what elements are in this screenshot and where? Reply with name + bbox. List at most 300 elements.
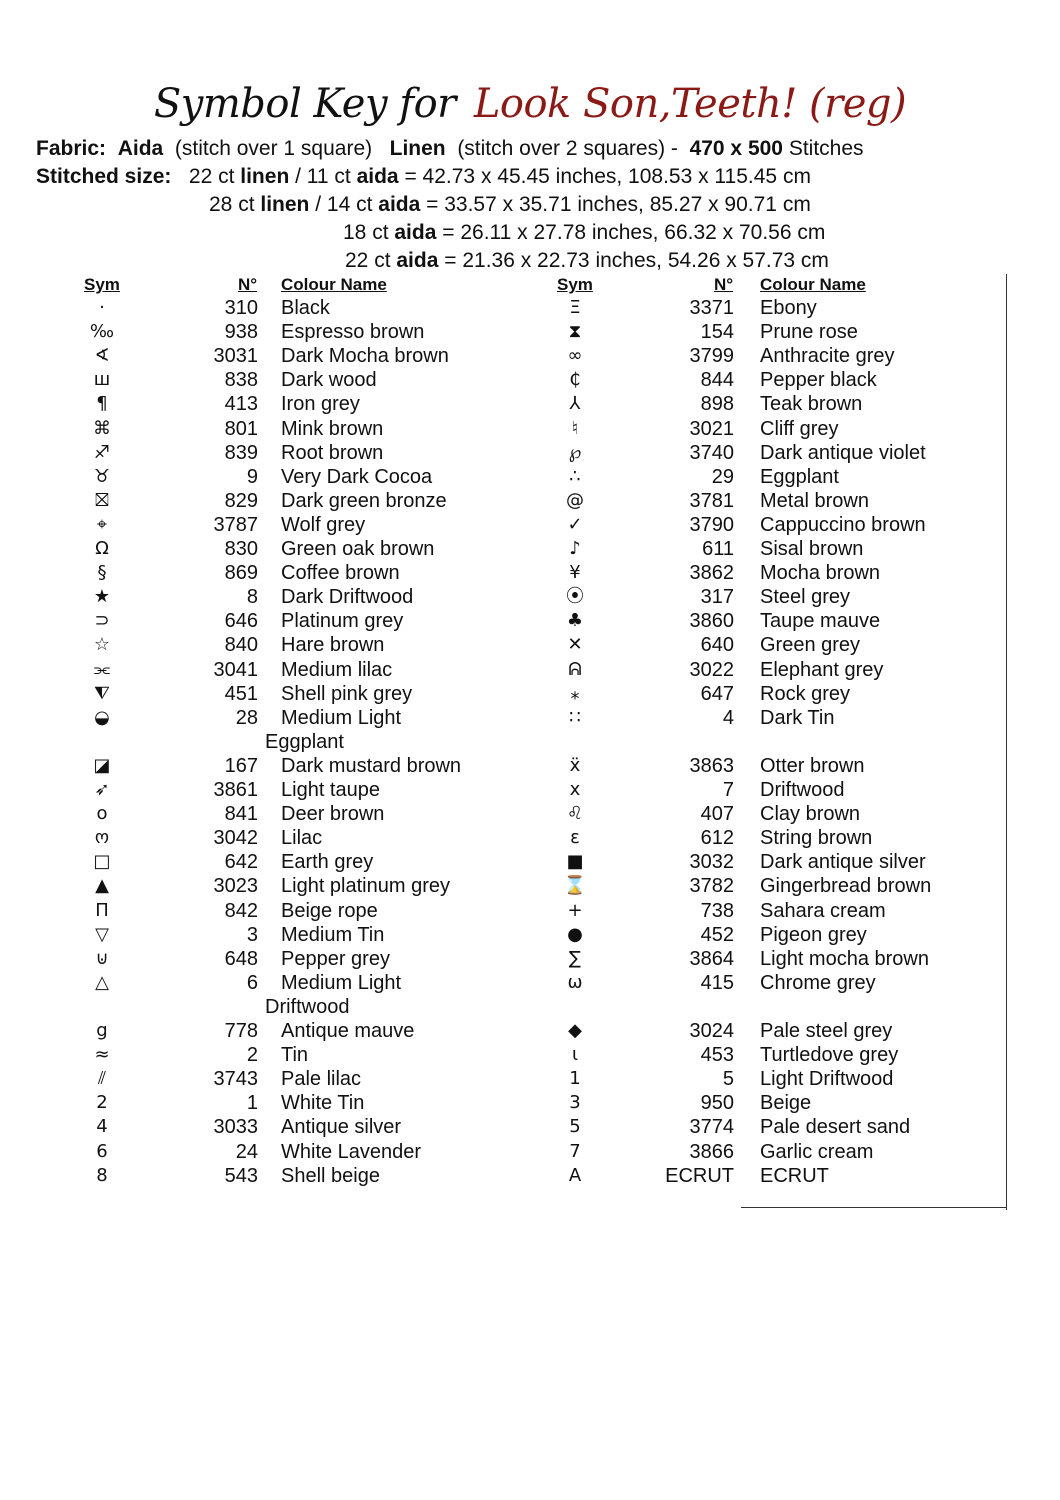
row-colour-name (760, 658, 883, 682)
colour-name-text: Gingerbread brown (760, 875, 932, 898)
row-number: 3023 (213, 875, 258, 898)
colour-name-text: Clay brown (760, 803, 861, 826)
row-colour-name (760, 1043, 898, 1067)
table-row (0, 923, 1000, 947)
colour-name-text: Medium Light (281, 706, 402, 729)
row-symbol: ■ (566, 851, 584, 873)
row-symbol: 8 (96, 1164, 108, 1186)
row-number: 938 (224, 321, 258, 344)
row-colour-name (760, 609, 880, 633)
size-1-d: aida (356, 165, 399, 188)
table-row (0, 802, 1000, 826)
right-num-header: N° (714, 275, 734, 294)
table-row (0, 561, 1000, 585)
size-2-c: / 14 ct (309, 193, 379, 216)
colour-name-text: Light mocha brown (760, 947, 929, 970)
colour-name-text: Turtledove grey (760, 1044, 899, 1067)
row-symbol: ¶ (96, 393, 108, 415)
row-number: 642 (224, 851, 258, 874)
row-symbol: Ξ (569, 297, 581, 318)
row-symbol: 5 (569, 1116, 581, 1138)
row-symbol: ◆ (568, 1020, 582, 1041)
colour-name-text: Antique mauve (281, 1020, 415, 1042)
row-symbol: ● (567, 923, 583, 945)
fabric-line (36, 135, 864, 163)
colour-name-text: Light platinum grey (281, 875, 450, 898)
row-symbol: ⫘ (93, 658, 111, 680)
size-2-a: 28 ct (209, 193, 261, 216)
colour-name-text: Chrome grey (760, 971, 876, 994)
row-symbol: § (97, 562, 107, 584)
row-symbol: ⁎ (570, 682, 580, 704)
row-symbol: o (96, 803, 108, 825)
colour-name-text: White Tin (281, 1092, 365, 1115)
row-symbol: ☆ (93, 634, 111, 656)
fabric-aida: Aida (117, 137, 164, 160)
left-colour-name-header: Colour Name (281, 275, 387, 294)
row-colour-name (760, 850, 926, 874)
size-4-b: aida (396, 249, 439, 272)
table-row (0, 585, 1000, 609)
table-row (0, 344, 1000, 368)
colour-name-text: Shell pink grey (281, 682, 413, 705)
colour-name-text-line2: Driftwood (265, 995, 350, 1018)
row-symbol: ∷ (569, 706, 581, 728)
row-symbol: ₵ (569, 369, 581, 391)
row-colour-name (760, 417, 839, 441)
row-symbol: ♉ (93, 465, 111, 487)
row-symbol: ◪ (93, 754, 111, 776)
table-row (0, 368, 1000, 392)
table-row (0, 1067, 1000, 1091)
row-colour-name (760, 923, 867, 947)
row-number: 452 (700, 923, 734, 946)
colour-name-text: Dark Mocha brown (281, 345, 449, 368)
row-number: 840 (224, 634, 258, 657)
right-colour-name-header: Colour Name (760, 275, 866, 294)
colour-name-text: Dark antique violet (760, 441, 926, 464)
table-row (0, 1091, 1000, 1115)
row-colour-name (760, 489, 869, 513)
row-number: 738 (700, 899, 734, 922)
row-symbol: x (569, 779, 581, 800)
row-colour-name (760, 633, 860, 657)
row-number: 648 (224, 947, 258, 970)
row-symbol: ⦿ (566, 586, 584, 608)
colour-name-text: Light taupe (281, 779, 380, 801)
row-number: 640 (700, 634, 734, 657)
row-number: 2 (246, 1044, 258, 1067)
row-number: 3863 (689, 754, 734, 777)
table-row (0, 826, 1000, 850)
row-symbol: ★ (93, 586, 111, 608)
colour-name-text: Beige (760, 1092, 812, 1115)
row-symbol: ო (94, 827, 110, 849)
row-number: 3799 (689, 345, 734, 368)
row-symbol: ∢ (94, 345, 110, 367)
colour-name-text: Iron grey (281, 393, 360, 416)
table-row (0, 1019, 1000, 1043)
stitched-size-label: Stitched size: (36, 165, 172, 188)
size-2-b: linen (260, 193, 310, 216)
row-symbol: △ (95, 971, 109, 993)
colour-name-text: Antique silver (281, 1116, 402, 1139)
row-number: 451 (224, 682, 258, 705)
row-symbol: ⊃ (94, 610, 110, 632)
colour-name-text: Dark antique silver (760, 851, 926, 874)
colour-name-text: Shell beige (281, 1164, 380, 1187)
table-row (0, 850, 1000, 874)
row-symbol: + (567, 899, 583, 921)
colour-name-text: Teak brown (760, 393, 863, 416)
table-row (0, 874, 1000, 898)
row-colour-name (760, 392, 862, 416)
size-3-a: 18 ct (343, 221, 395, 244)
colour-name-text: Dark green bronze (281, 489, 447, 512)
row-symbol: A (568, 1164, 582, 1186)
colour-name-text: Dark wood (281, 369, 377, 392)
row-number: 841 (224, 803, 258, 826)
row-number: 3743 (213, 1068, 258, 1091)
row-symbol: 7 (569, 1140, 581, 1162)
table-row (0, 1164, 1000, 1188)
table-row (0, 320, 1000, 344)
row-symbol: ♪ (569, 538, 581, 559)
table-row (0, 682, 1000, 706)
row-number: 898 (700, 393, 734, 416)
row-number: 839 (224, 441, 258, 464)
table-row (0, 417, 1000, 441)
row-symbol: ɛ (570, 827, 580, 849)
fabric-linen: Linen (389, 137, 446, 160)
row-symbol: ⫽ (97, 1068, 107, 1090)
colour-name-text: Sisal brown (760, 538, 864, 560)
stitched-size-line-3 (343, 219, 825, 247)
table-row (0, 537, 1000, 561)
colour-name-text: Lilac (281, 827, 323, 850)
row-symbol: ¥ (569, 562, 581, 584)
row-symbol: ∞ (567, 345, 583, 367)
row-symbol: ⊍ (95, 947, 109, 969)
row-number: 3866 (689, 1140, 734, 1163)
row-number: 453 (700, 1044, 734, 1067)
colour-name-text: Elephant grey (760, 658, 884, 681)
table-row (0, 609, 1000, 633)
row-colour-name (760, 465, 839, 489)
row-number: 611 (702, 538, 734, 560)
row-colour-name (760, 320, 858, 344)
row-number: 3022 (689, 658, 734, 681)
table-row (0, 706, 1000, 730)
row-colour-name (760, 585, 850, 609)
row-symbol: ш (93, 369, 111, 391)
colour-name-text: Sahara cream (760, 899, 886, 922)
size-1-b: linen (240, 165, 290, 188)
row-colour-name (760, 1115, 910, 1139)
table-row (0, 947, 1000, 971)
row-symbol: ⛝ (95, 489, 109, 511)
colour-name-text: Coffee brown (281, 562, 400, 585)
colour-name-text: Hare brown (281, 634, 385, 657)
row-number: 830 (224, 538, 258, 560)
left-num-header: N° (238, 275, 258, 294)
colour-name-text: Earth grey (281, 851, 374, 874)
row-number: 646 (224, 610, 258, 633)
stitch-word: Stitches (788, 137, 864, 160)
fabric-linen-note: (stitch over 2 squares) - (457, 137, 678, 160)
row-symbol: g (96, 1020, 108, 1041)
colour-name-text: Root brown (281, 441, 384, 464)
colour-name-text: ECRUT (760, 1164, 829, 1187)
colour-name-text: White Lavender (281, 1140, 422, 1163)
colour-name-text: Dark Driftwood (281, 586, 414, 609)
row-colour-name (760, 802, 860, 826)
row-symbol: 3 (569, 1092, 581, 1114)
row-symbol: · (99, 297, 105, 318)
row-number: 3033 (213, 1116, 258, 1139)
row-symbol: ♌ (566, 803, 584, 825)
row-symbol: ɩ (571, 1044, 579, 1066)
colour-name-text: Driftwood (760, 779, 845, 801)
colour-name-text: Platinum grey (281, 610, 404, 633)
row-number: 154 (700, 321, 734, 344)
row-number: 3781 (689, 489, 734, 512)
stitch-count: 470 x 500 (689, 137, 783, 160)
colour-name-text: Pale desert sand (760, 1116, 911, 1139)
row-symbol: ▲ (95, 875, 109, 897)
row-number: 3782 (689, 875, 734, 898)
row-number: 4 (722, 706, 734, 729)
row-colour-name (760, 754, 864, 778)
colour-name-text: Anthracite grey (760, 345, 895, 368)
row-number: 407 (700, 803, 734, 826)
row-colour-name (760, 682, 850, 706)
row-symbol: ᕱ (568, 658, 582, 680)
colour-name-text: Medium lilac (281, 658, 393, 681)
row-colour-name (760, 1164, 829, 1188)
row-colour-name (760, 1140, 873, 1164)
colour-name-text: Tin (281, 1044, 309, 1067)
table-row (0, 513, 1000, 537)
row-symbol: @ (566, 489, 584, 511)
row-symbol: ◒ (94, 706, 110, 728)
page-title (0, 78, 1060, 130)
table-row (0, 778, 1000, 802)
row-symbol: ➶ (94, 779, 110, 800)
row-number: 543 (224, 1164, 258, 1187)
row-symbol: 2 (96, 1092, 108, 1114)
row-number: 829 (224, 489, 258, 512)
colour-name-text: Mocha brown (760, 562, 881, 585)
row-number: 3864 (689, 947, 734, 970)
stitched-size-line-1 (36, 163, 811, 191)
colour-name-text: Very Dark Cocoa (281, 465, 433, 488)
colour-name-text: Cliff grey (760, 417, 839, 440)
row-symbol: ♮ (571, 417, 579, 439)
table-row (0, 489, 1000, 513)
row-colour-name (760, 368, 877, 392)
row-symbol: 4 (96, 1116, 108, 1138)
row-symbol: ✓ (567, 513, 583, 535)
row-number: 869 (224, 562, 258, 585)
size-4-c: = 21.36 x 22.73 inches, 54.26 x 57.73 cm (438, 249, 829, 272)
colour-name-text: Dark Tin (760, 706, 835, 729)
row-number: 3740 (689, 441, 734, 464)
row-colour-name (760, 537, 863, 561)
table-row (0, 296, 1000, 320)
row-number: 3787 (213, 513, 258, 536)
table-row (0, 899, 1000, 923)
row-number: 3790 (689, 513, 734, 536)
row-colour-name (760, 899, 886, 923)
colour-name-text: Espresso brown (281, 321, 425, 344)
row-colour-name (760, 1091, 811, 1115)
row-number: 3024 (689, 1020, 734, 1042)
table-row (0, 1043, 1000, 1067)
row-colour-name (760, 441, 926, 465)
colour-name-text: Eggplant (760, 465, 839, 488)
row-symbol: ⌘ (93, 417, 111, 439)
row-number: 28 (235, 706, 258, 729)
left-sym-header: Sym (84, 275, 120, 294)
table-row (0, 441, 1000, 465)
colour-name-text-line2: Eggplant (265, 730, 344, 753)
row-symbol: ‰ (89, 321, 115, 343)
size-3-b: aida (394, 221, 437, 244)
colour-name-text: Green oak brown (281, 538, 435, 560)
colour-name-text: Dark mustard brown (281, 754, 462, 777)
row-number: 3031 (213, 345, 258, 368)
title-lead: Symbol Key for (153, 81, 456, 127)
stitched-size-line-4 (345, 247, 829, 275)
row-number: 3041 (213, 658, 258, 681)
row-number: 1 (246, 1092, 258, 1115)
row-colour-name (760, 778, 844, 802)
row-symbol: ♐ (93, 441, 111, 463)
row-number: 612 (700, 827, 734, 850)
size-3-c: = 26.11 x 27.78 inches, 66.32 x 70.56 cm (436, 221, 826, 244)
row-symbol: □ (93, 851, 111, 873)
row-number: 950 (700, 1092, 734, 1115)
table-row (0, 754, 1000, 778)
row-number: 7 (722, 779, 734, 801)
row-symbol: 6 (96, 1140, 108, 1162)
row-symbol: ⌛ (563, 875, 587, 897)
row-colour-name (760, 344, 895, 368)
row-number: 3774 (689, 1116, 734, 1139)
colour-name-text: Rock grey (760, 682, 851, 705)
table-row (0, 465, 1000, 489)
row-symbol: ẍ (569, 754, 581, 776)
row-number: 5 (722, 1068, 734, 1091)
colour-name-text: Pale lilac (281, 1068, 362, 1091)
row-colour-name (760, 874, 931, 898)
row-symbol: ω (567, 971, 583, 993)
colour-name-text: String brown (760, 827, 873, 850)
colour-name-text: Otter brown (760, 754, 865, 777)
colour-name-text: Garlic cream (760, 1140, 874, 1163)
colour-name-text: Mink brown (281, 417, 384, 440)
colour-name-text: Deer brown (281, 803, 385, 826)
stitched-size-line-2 (209, 191, 811, 219)
size-2-e: = 33.57 x 35.71 inches, 85.27 x 90.71 cm (420, 193, 811, 216)
row-number: 3021 (689, 417, 734, 440)
colour-name-text: Metal brown (760, 489, 869, 512)
row-number: 778 (224, 1020, 258, 1042)
row-number: 844 (700, 369, 734, 392)
row-symbol: ✕ (567, 634, 583, 656)
row-number: 8 (246, 586, 258, 609)
colour-name-text: Wolf grey (281, 513, 366, 536)
table-row (0, 633, 1000, 657)
size-1-c: / 11 ct (289, 165, 357, 188)
colour-name-text: Green grey (760, 634, 861, 657)
table-row (0, 971, 1000, 995)
size-2-d: aida (378, 193, 421, 216)
row-colour-name (760, 826, 872, 850)
colour-name-text: Pigeon grey (760, 923, 867, 946)
row-number: 24 (235, 1140, 258, 1163)
row-symbol: ⧗ (568, 321, 582, 343)
colour-name-text: Pale steel grey (760, 1020, 893, 1042)
row-number: 3861 (213, 779, 258, 801)
row-symbol: ⌖ (96, 513, 108, 535)
colour-name-text: Cappuccino brown (760, 513, 926, 536)
row-number: 9 (246, 465, 258, 488)
fabric-label: Fabric: (36, 137, 107, 160)
size-4-a: 22 ct (345, 249, 397, 272)
row-number: 842 (224, 899, 258, 922)
colour-name-text: Light Driftwood (760, 1068, 894, 1091)
table-row (0, 392, 1000, 416)
row-number: 3032 (689, 851, 734, 874)
colour-name-text: Taupe mauve (760, 610, 881, 633)
row-symbol: Ω (95, 538, 109, 559)
row-number: ECRUT (665, 1164, 734, 1187)
colour-name-text: Steel grey (760, 586, 851, 609)
row-symbol: ⅄ (569, 393, 581, 415)
colour-name-text: Beige rope (281, 899, 378, 922)
row-colour-name (760, 513, 926, 537)
row-symbol: ≈ (94, 1044, 110, 1066)
row-number: 3862 (689, 562, 734, 585)
row-colour-name (760, 947, 929, 971)
fabric-aida-note: (stitch over 1 square) (174, 137, 373, 160)
colour-name-text: Medium Tin (281, 923, 385, 946)
row-symbol: ∑ (568, 947, 582, 969)
row-number: 310 (224, 297, 258, 319)
colour-name-text: Medium Light (281, 971, 402, 994)
row-number: 167 (224, 754, 258, 777)
pattern-name: Look Son,Teeth! (reg) (473, 81, 907, 127)
row-colour-name (760, 561, 880, 585)
row-number: 29 (711, 465, 734, 488)
row-colour-name (760, 971, 876, 995)
row-number: 801 (224, 417, 258, 440)
row-number: 3860 (689, 610, 734, 633)
row-symbol: ⧨ (93, 682, 111, 704)
colour-name-text: Prune rose (760, 321, 858, 344)
table-row (0, 1115, 1000, 1139)
table-right-border (1006, 274, 1007, 1210)
row-number: 647 (700, 682, 734, 705)
row-number: 3 (246, 923, 258, 946)
colour-name-text: Pepper grey (281, 947, 390, 970)
colour-name-text: Pepper black (760, 369, 877, 392)
colour-name-text: Black (281, 297, 330, 319)
row-number: 3042 (213, 827, 258, 850)
size-1-a: 22 ct (188, 165, 241, 188)
